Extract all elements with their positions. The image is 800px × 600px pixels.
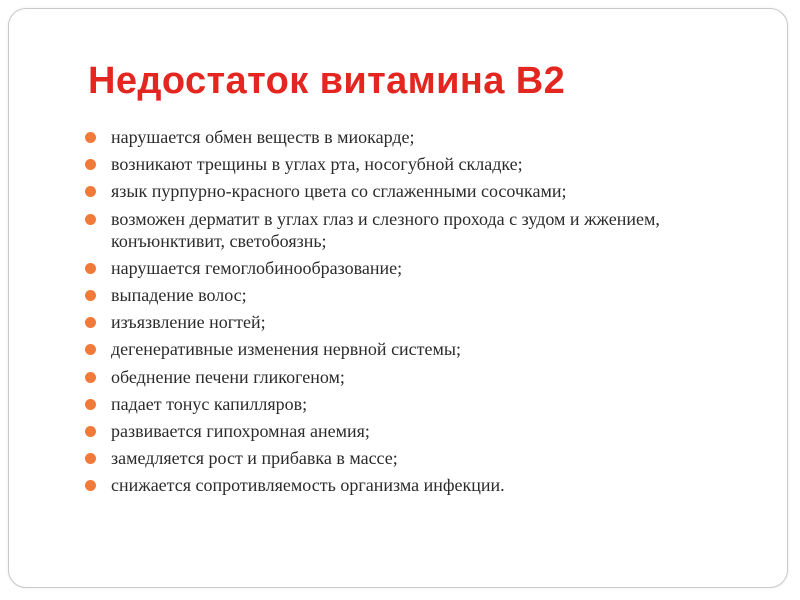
list-item-text: снижается сопротивляемость организма инфекции. [111,475,505,496]
list-item [84,311,744,333]
list-item [84,180,744,202]
bullet-dot-icon [85,344,96,355]
list-item [84,257,744,279]
list-item-text: развивается гипохромная анемия; [111,420,370,441]
bullet-dot-icon [85,159,96,170]
list-item [84,208,744,252]
list-item-text: возможен дерматит в углах глаз и слезного прохода с зудом и жжением, конъюнктивит, светобоязнь; [111,208,660,251]
list-item [84,474,744,496]
list-item-text: выпадение волос; [111,284,247,305]
bullet-dot-icon [85,263,96,274]
list-item [84,338,744,360]
slide-title: Недостаток витамина В2 [88,60,566,102]
list-item [84,420,744,442]
bullet-dot-icon [85,132,96,143]
bullet-list [84,126,744,501]
bullet-dot-icon [85,426,96,437]
list-item-text: обеднение печени гликогеном; [111,366,345,387]
bullet-dot-icon [85,480,96,491]
bullet-dot-icon [85,214,96,225]
list-item [84,393,744,415]
list-item [84,153,744,175]
list-item [84,284,744,306]
list-item-text: нарушается гемоглобинообразование; [111,257,403,278]
bullet-dot-icon [85,186,96,197]
bullet-dot-icon [85,399,96,410]
bullet-dot-icon [85,317,96,328]
list-item-text: замедляется рост и прибавка в массе; [111,448,398,469]
bullet-dot-icon [85,453,96,464]
list-item [84,366,744,388]
list-item-text: нарушается обмен веществ в миокарде; [111,127,415,147]
list-item-text: язык пурпурно-красного цвета со сглаженными сосочками; [111,181,567,202]
bullet-dot-icon [85,372,96,383]
list-item-text: возникают трещины в углах рта, носогубной складке; [111,154,523,175]
bullet-dot-icon [85,290,96,301]
list-item-text: падает тонус капилляров; [111,393,308,414]
list-item-text: дегенеративные изменения нервной системы; [111,339,462,360]
list-item [84,126,744,148]
list-item-text: изъязвление ногтей; [111,312,266,333]
list-item [84,447,744,469]
